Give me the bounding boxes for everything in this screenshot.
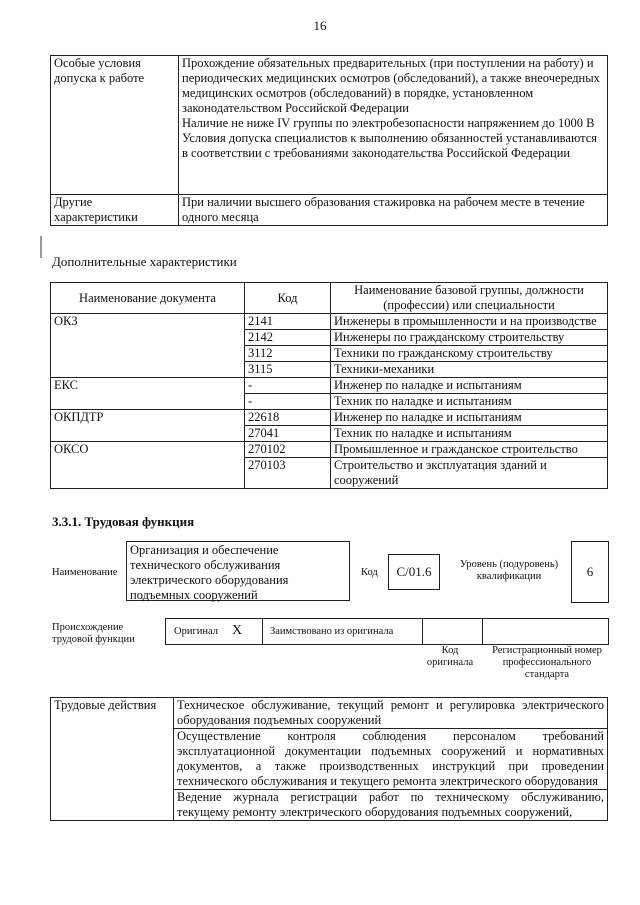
code-cell: 270102 (245, 442, 331, 458)
level-value: 6 (571, 541, 609, 603)
conditions-table (50, 55, 608, 226)
name-cell: Строительство и эксплуатация зданий и сооружений (331, 458, 608, 489)
name-cell: Инженер по наладке и испытаниям (331, 410, 608, 426)
section-title: 3.3.1. Трудовая функция (52, 514, 195, 529)
code-cell: - (245, 378, 331, 394)
additional-table (50, 282, 608, 489)
page-number: 16 (313, 18, 327, 33)
labor-actions-table (50, 697, 608, 821)
divider (262, 619, 263, 644)
code-caption: Код оригинала (426, 645, 474, 668)
table-row (51, 195, 608, 226)
row-value (179, 56, 608, 195)
table-row (51, 410, 608, 426)
row-label: Особые условия допуска к работе (51, 56, 179, 195)
labor-action-item: Осуществление контроля соблюдения персоналом требований эксплуатационной документации подъемных сооружений и нормативных документов, а также производственных инструкций при проведении технического обслуживания и текущего ремонта электрического оборудования (174, 729, 608, 790)
table-row (51, 378, 608, 394)
original-label: Оригинал (174, 626, 218, 637)
borrowed-label: Заимствовано из оригинала (270, 626, 394, 637)
code-cell: 270103 (245, 458, 331, 489)
labor-actions-label: Трудовые действия (51, 698, 174, 821)
code-cell: 2142 (245, 330, 331, 346)
name-cell: Инженер по наладке и испытаниям (331, 378, 608, 394)
header-name: Наименование базовой группы, должности (профессии) или специальности (331, 283, 608, 314)
condition-line: Прохождение обязательных предварительных (при поступлении на работу) и периодических медицинских осмотров (обследований), а также внеочередных медицинских осмотров (обследований) в порядке, установленном законодательством Российской Федерации (182, 56, 600, 115)
divider (422, 619, 423, 644)
reg-caption: Регистрационный номер профессионального стандарта (492, 645, 602, 680)
additional-title: Дополнительные характеристики (52, 254, 237, 269)
original-mark: X (232, 623, 243, 638)
name-cell: Техники по гражданскому строительству (331, 346, 608, 362)
name-cell: Техник по наладке и испытаниям (331, 426, 608, 442)
name-cell: Инженеры в промышленности и на производстве (331, 314, 608, 330)
function-name: Организация и обеспечение технического обслуживания электрического оборудования подъемных сооружений (126, 541, 350, 601)
code-cell: 3115 (245, 362, 331, 378)
level-label: Уровень (подуровень) квалификации (459, 559, 559, 582)
doc-cell: ОКСО (51, 442, 245, 489)
code-cell: 22618 (245, 410, 331, 426)
labor-action-item: Ведение журнала регистрации работ по техническому обслуживанию, текущему ремонту электрического оборудования подъемных сооружений, (174, 790, 608, 821)
row-label: Другие характеристики (51, 195, 179, 226)
row-value: При наличии высшего образования стажировка на рабочем месте в течение одного месяца (179, 195, 608, 226)
code-value: С/01.6 (388, 554, 440, 590)
name-cell: Промышленное и гражданское строительство (331, 442, 608, 458)
name-label: Наименование (52, 567, 118, 578)
condition-line: Наличие не ниже IV группы по электробезопасности напряжением до 1000 В (182, 116, 595, 130)
labor-action-item: Техническое обслуживание, текущий ремонт и регулировка электрического оборудования подъемных сооружений (174, 698, 608, 729)
divider (482, 619, 483, 644)
name-cell: Техник по наладке и испытаниям (331, 394, 608, 410)
header-code: Код (245, 283, 331, 314)
code-cell: 3112 (245, 346, 331, 362)
code-cell: - (245, 394, 331, 410)
doc-cell: ОКПДТР (51, 410, 245, 442)
code-label: Код (361, 567, 378, 578)
origin-label: Происхождение трудовой функции (52, 622, 135, 645)
doc-cell: ЕКС (51, 378, 245, 410)
table-row (51, 698, 608, 729)
condition-line: Условия допуска специалистов к выполнению обязанностей устанавливаются в соответствии с требованиями законодательства Российской Федерации (182, 131, 598, 160)
header-doc: Наименование документа (51, 283, 245, 314)
table-row (51, 314, 608, 330)
name-cell: Техники-механики (331, 362, 608, 378)
code-cell: 2141 (245, 314, 331, 330)
doc-cell: ОКЗ (51, 314, 245, 378)
table-row (51, 442, 608, 458)
origin-row (165, 618, 609, 645)
name-cell: Инженеры по гражданскому строительству (331, 330, 608, 346)
table-header-row (51, 283, 608, 314)
table-row (51, 56, 608, 195)
code-cell: 27041 (245, 426, 331, 442)
margin-mark (40, 236, 42, 258)
